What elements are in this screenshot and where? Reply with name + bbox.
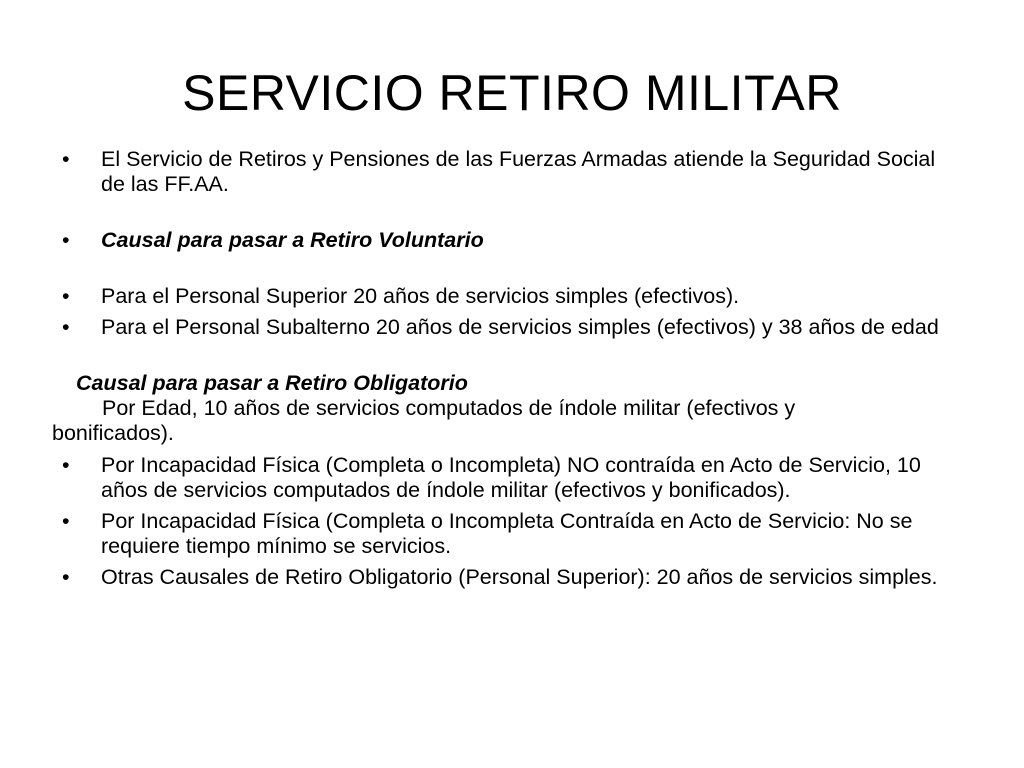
bullet-item: [62, 284, 962, 309]
bullet-text: Para el Personal Subalterno 20 años de servicios simples (efectivos) y 38 años de edad: [101, 315, 939, 339]
bullet-item: [62, 228, 962, 253]
bullet-item: [62, 509, 962, 559]
bullet-dot: •: [62, 315, 70, 339]
section-heading-obligatorio: Causal para pasar a Retiro Obligatorio: [76, 371, 468, 395]
bullet-dot: •: [62, 284, 70, 308]
obligatorio-block: [52, 371, 962, 446]
bullet-text: El Servicio de Retiros y Pensiones de las Fuerzas Armadas atiende la Seguridad Social de las FF.AA.: [101, 147, 936, 196]
bullet-item: [62, 565, 962, 590]
slide-title: SERVICIO RETIRO MILITAR: [182, 65, 842, 121]
section-heading-voluntario: Causal para pasar a Retiro Voluntario: [101, 228, 484, 252]
bullet-dot: •: [62, 453, 70, 477]
obligatorio-line-end: bonificados).: [52, 421, 174, 445]
obligatorio-line-start: Por Edad, 10 años de servicios computados de índole militar (efectivos y: [102, 396, 796, 420]
slide-body: [52, 147, 962, 596]
bullet-dot: •: [62, 565, 70, 589]
bullet-text: Por Incapacidad Física (Completa o Incompleta) NO contraída en Acto de Servicio, 10 años de servicios computados de índole militar (efectivos y bonificados).: [101, 453, 921, 502]
bullet-item: [62, 315, 962, 340]
bullet-item: [62, 453, 962, 503]
bullet-dot: •: [62, 228, 70, 252]
bullet-text: Para el Personal Superior 20 años de servicios simples (efectivos).: [101, 284, 740, 308]
bullet-text: Por Incapacidad Física (Completa o Incompleta Contraída en Acto de Servicio: No se requiere tiempo mínimo se servicios.: [101, 509, 913, 558]
bullet-text: Otras Causales de Retiro Obligatorio (Personal Superior): 20 años de servicios simples.: [101, 565, 938, 589]
bullet-dot: •: [62, 509, 70, 533]
bullet-dot: •: [62, 147, 70, 171]
bullet-item: [62, 147, 962, 197]
